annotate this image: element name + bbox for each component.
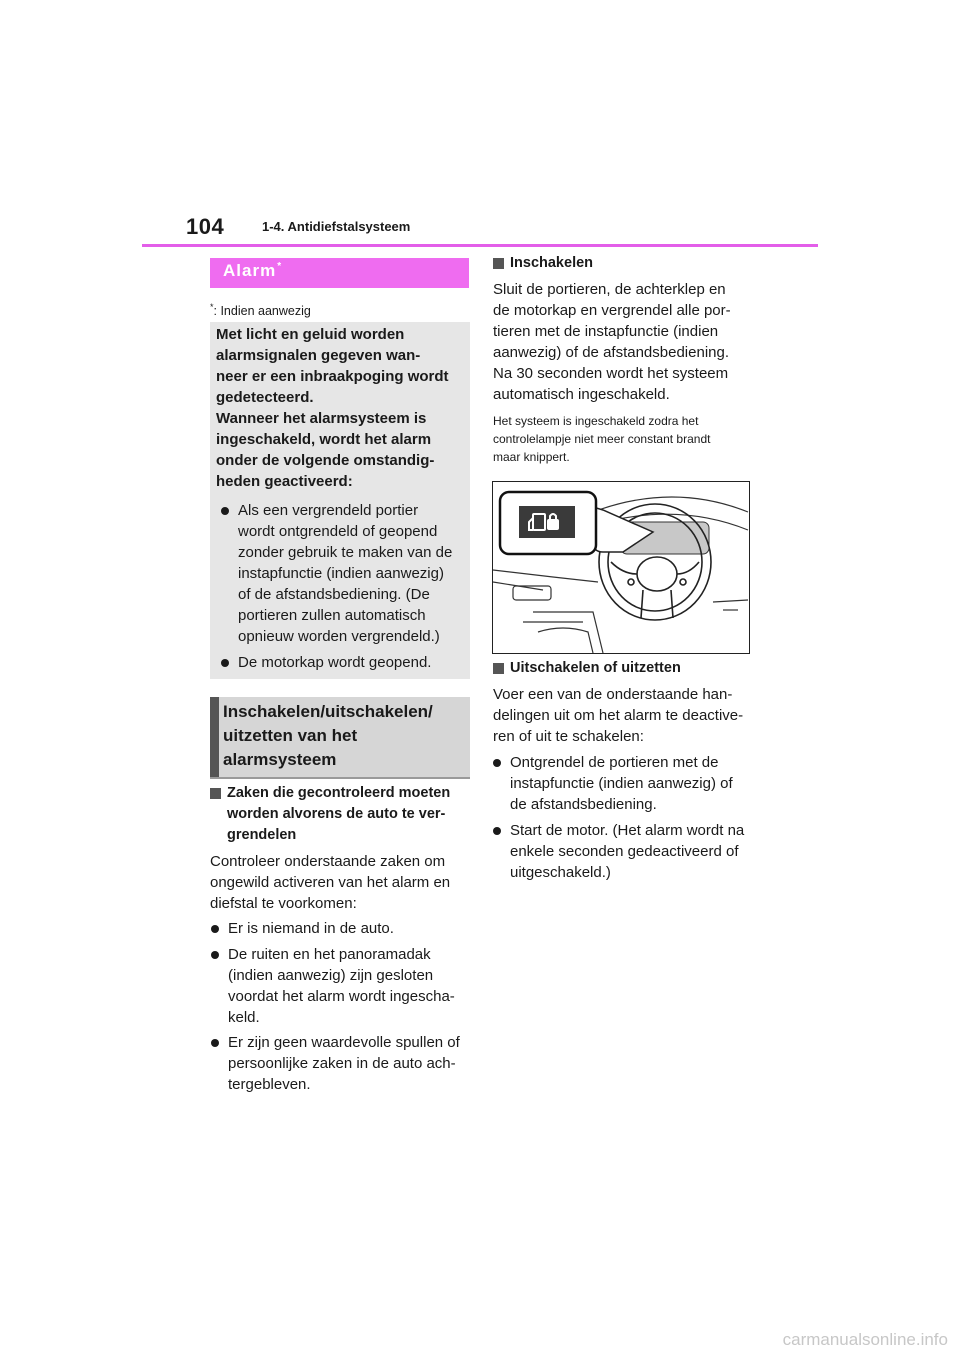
- bullet-icon: [211, 951, 219, 959]
- subheading-check: Zaken die gecontroleerd moeten worden alvorens de auto te ver- grendelen: [210, 783, 470, 846]
- paragraph: Sluit de portieren, de achterklep en de motorkap en vergrendel alle por- tieren met de instapfunctie (indien aanwezig) of de afstandsbediening. Na 30 seconden wordt het systeem automatisch ingeschakeld.: [493, 281, 731, 403]
- list-item: Ontgrendel de portieren met de instapfunctie (indien aanwezig) of de afstandsbediening.: [493, 752, 755, 815]
- list-item: Start de motor. (Het alarm wordt na enkele seconden gedeactiveerd of uitgeschakeld.): [493, 820, 755, 883]
- bullet-icon: [221, 659, 229, 667]
- note-text: Het systeem is ingeschakeld zodra het controlelampje niet meer constant brandt maar knippert.: [493, 414, 711, 464]
- square-bullet-icon: [493, 258, 504, 269]
- title-superscript: *: [277, 261, 283, 273]
- list-item: De ruiten en het panoramadak (indien aanwezig) zijn gesloten voordat het alarm wordt ingescha- keld.: [211, 944, 473, 1028]
- list-item: Als een vergrendeld portier wordt ontgrendeld of geopend zonder gebruik te maken van de instapfunctie (indien aanwezig) of de afstandsbediening. (De portieren zullen automatisch opnieuw worden vergrendeld.): [221, 500, 466, 647]
- page-title: Alarm*: [223, 261, 283, 280]
- intro-box: [210, 322, 470, 679]
- header-rule: [142, 244, 818, 247]
- bullet-icon: [493, 827, 501, 835]
- footnote-mark: *: [210, 302, 214, 312]
- bullet-icon: [493, 759, 501, 767]
- square-bullet-icon: [210, 788, 221, 799]
- section-heading: Inschakelen/uitschakelen/ uitzetten van het alarmsysteem: [210, 697, 470, 779]
- square-bullet-icon: [493, 663, 504, 674]
- steering-wheel-illustration: [493, 482, 749, 653]
- heading-bar: [210, 697, 219, 777]
- bullet-icon: [211, 1039, 219, 1047]
- section-label: 1-4. Antidiefstalsysteem: [262, 219, 411, 234]
- paragraph: Controleer onderstaande zaken om ongewild activeren van het alarm en diefstal te voorkomen:: [210, 853, 451, 912]
- subheading-inschakelen: Inschakelen: [493, 253, 753, 274]
- list-item: De motorkap wordt geopend.: [221, 652, 466, 673]
- footnote: [210, 302, 311, 318]
- intro-text: Met licht en geluid worden alarmsignalen gegeven wan- neer er een inbraakpoging wordt gedetecteerd. Wanneer het alarmsysteem is ingeschakeld, wordt het alarm onder de volgende omstandig- heden geactiveerd:: [216, 326, 449, 490]
- title-bar: [210, 258, 469, 288]
- watermark: carmanualsonline.info: [782, 1330, 948, 1349]
- page-number: 104: [186, 214, 225, 239]
- list-item: Er is niemand in de auto.: [211, 918, 473, 939]
- bullet-icon: [221, 507, 229, 515]
- paragraph: Voer een van de onderstaande han- delingen uit om het alarm te deactive- ren of uit te schakelen:: [493, 686, 744, 745]
- dashboard-illustration: [492, 481, 750, 654]
- subheading-uitschakelen: Uitschakelen of uitzetten: [493, 658, 753, 679]
- list-item: Er zijn geen waardevolle spullen of persoonlijke zaken in de auto ach- tergebleven.: [211, 1032, 473, 1095]
- bullet-icon: [211, 925, 219, 933]
- footnote-text: : Indien aanwezig: [213, 304, 311, 319]
